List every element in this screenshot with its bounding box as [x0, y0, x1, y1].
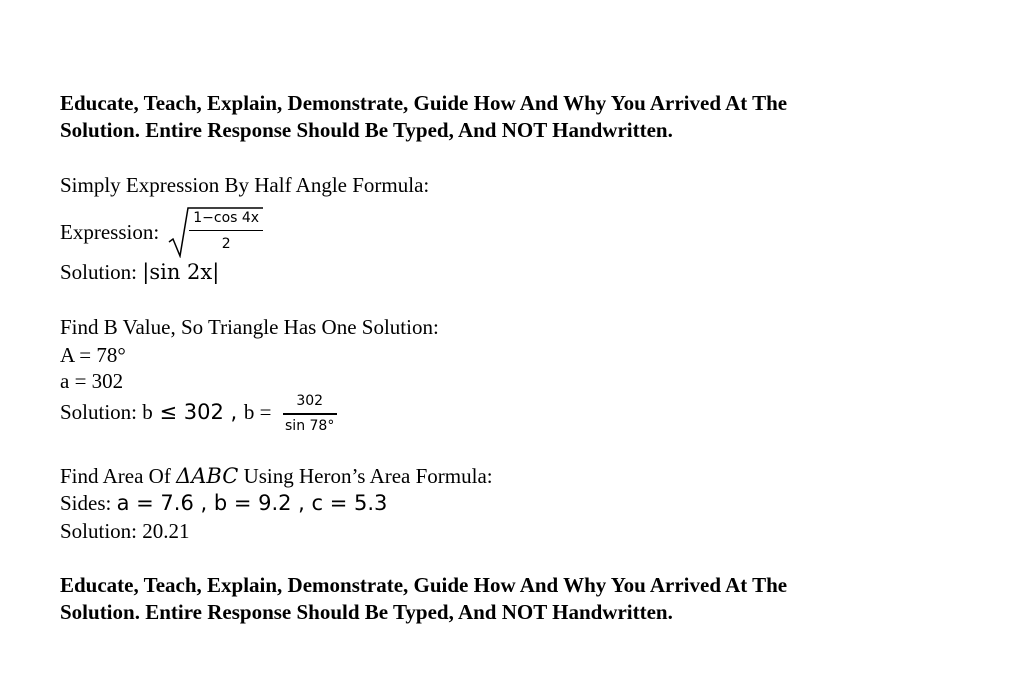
problem1-solution — [60, 259, 219, 285]
sqrt-numerator: 1−cos 4x — [193, 210, 260, 226]
triangle-symbol: ΔABC — [176, 464, 239, 488]
footer-line-1: Educate, Teach, Explain, Demonstrate, Guide How And Why You Arrived At The — [60, 573, 788, 597]
problem1-expression — [60, 204, 263, 260]
b-fraction — [281, 392, 339, 436]
header-line-1: Educate, Teach, Explain, Demonstrate, Guide How And Why You Arrived At The — [60, 91, 788, 115]
sides-label: Sides: — [60, 491, 117, 515]
problem1-title: Simply Expression By Half Angle Formula: — [60, 173, 430, 197]
sqrt-denominator: 2 — [221, 236, 231, 252]
given-side-a: a = 302 — [60, 369, 124, 393]
sqrt-expression — [167, 206, 263, 258]
solution-inequality: ≤ 302 , — [152, 400, 244, 424]
solution-label: Solution: — [60, 260, 138, 284]
problem2-solution — [60, 390, 339, 434]
problem2-title: Find B Value, So Triangle Has One Solution: — [60, 315, 439, 339]
solution-label-b: Solution: b — [60, 400, 153, 424]
given-angle-A: A = 78° — [60, 343, 126, 367]
b-numerator: 302 — [296, 393, 324, 410]
problem3-title-suffix: Using Heron’s Area Formula: — [238, 464, 493, 488]
solution-value: |sin 2x| — [142, 260, 220, 284]
header-line-2: Solution. Entire Response Should Be Typed, And NOT Handwritten. — [60, 118, 673, 142]
problem3-title — [60, 463, 493, 489]
problem3-sides — [60, 490, 387, 516]
footer-line-2: Solution. Entire Response Should Be Typed, And NOT Handwritten. — [60, 600, 673, 624]
solution-b-equals: b = — [243, 400, 277, 424]
b-fraction-bar — [283, 413, 337, 414]
b-denominator: sin 78° — [285, 418, 335, 435]
sqrt-fraction-bar — [189, 230, 263, 231]
problem3-title-prefix: Find Area Of — [60, 464, 177, 488]
problem3-solution: Solution: 20.21 — [60, 519, 190, 543]
sides-value: a = 7.6 , b = 9.2 , c = 5.3 — [116, 491, 388, 515]
expression-label: Expression: — [60, 220, 160, 244]
